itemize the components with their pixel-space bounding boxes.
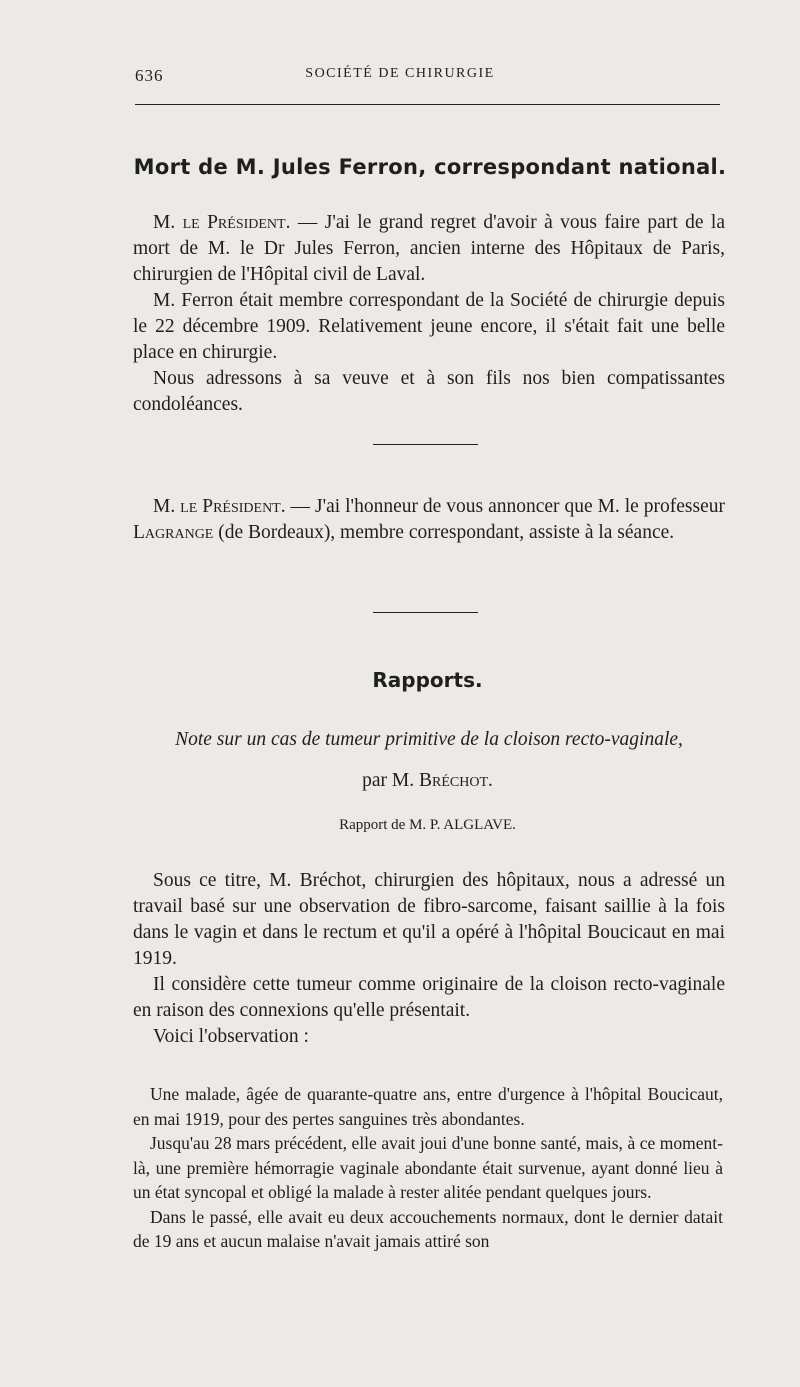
report-paragraph-2: Il considère cette tumeur comme originaire de la cloison recto-vaginale en raison des connexions qu'elle présentait. (133, 974, 725, 1021)
observation-paragraph-2: Jusqu'au 28 mars précédent, elle avait joui d'une bonne santé, mais, à ce moment-là, une première hémorragie vaginale abondante était survenue, ayant donné lieu à un état syncopal et obligé la malade à rester alitée pendant quelques jours. (133, 1133, 723, 1202)
speaker-name: M. le Président. (153, 212, 291, 233)
report-byline: Rapport de M. P. ALGLAVE. (339, 817, 516, 833)
observation-text (133, 1082, 723, 1254)
section-title-reports: Rapports. (372, 668, 483, 692)
observation-paragraph-1: Une malade, âgée de quarante-quatre ans, entre d'urgence à l'hôpital Boucicaut, en mai 1919, pour des pertes sanguines très abondantes. (133, 1084, 723, 1129)
separator-rule (373, 612, 478, 613)
author-prefix: par M. (362, 770, 419, 791)
speech-text: — J'ai le grand regret d'avoir à vous faire part de la mort de M. le Dr Jules Ferron, ancien interne des Hôpitaux de Paris, chirurgien de l'Hôpital civil de Laval. (133, 212, 725, 285)
page-number: 636 (135, 66, 164, 85)
announcement-paragraph (133, 494, 725, 546)
separator-rule (373, 444, 478, 445)
header-rule (135, 104, 720, 105)
report-text (133, 868, 725, 1050)
obituary-paragraph-3: Nous adressons à sa veuve et à son fils nos bien compatissantes condoléances. (133, 368, 725, 415)
note-author (0, 770, 800, 792)
note-title: Note sur un cas de tumeur primitive de la cloison recto-vaginale, (175, 729, 683, 750)
observation-paragraph-3: Dans le passé, elle avait eu deux accouchements normaux, dont le dernier datait de 19 ans et aucun malaise n'avait jamais attiré son (133, 1206, 723, 1251)
section-title-obituary: Mort de M. Jules Ferron, correspondant national. (133, 155, 727, 179)
obituary-paragraph-1 (133, 210, 725, 288)
report-paragraph-1: Sous ce titre, M. Bréchot, chirurgien des hôpitaux, nous a adressé un travail basé sur une observation de fibro-sarcome, faisant saillie à la fois dans le vagin et dans le rectum et qu'il a opéré à l'hôpital Boucicaut en mai 1919. (133, 870, 725, 969)
author-name: Bréchot. (418, 770, 493, 791)
speech-text: (de Bordeaux), membre correspondant, assiste à la séance. (213, 522, 675, 543)
running-title: SOCIÉTÉ DE CHIRURGIE (305, 66, 495, 81)
speech-text: — J'ai l'honneur de vous annoncer que M. le professeur (285, 496, 725, 517)
obituary-text (133, 210, 725, 418)
announcement-text (133, 494, 725, 546)
obituary-paragraph-2: M. Ferron était membre correspondant de la Société de chirurgie depuis le 22 décembre 1909. Relativement jeune encore, il s'était fait une belle place en chirurgie. (133, 290, 725, 363)
report-paragraph-3: Voici l'observation : (153, 1026, 309, 1047)
professor-name: Lagrange (133, 522, 214, 543)
speaker-name: M. le Président. (153, 496, 286, 517)
